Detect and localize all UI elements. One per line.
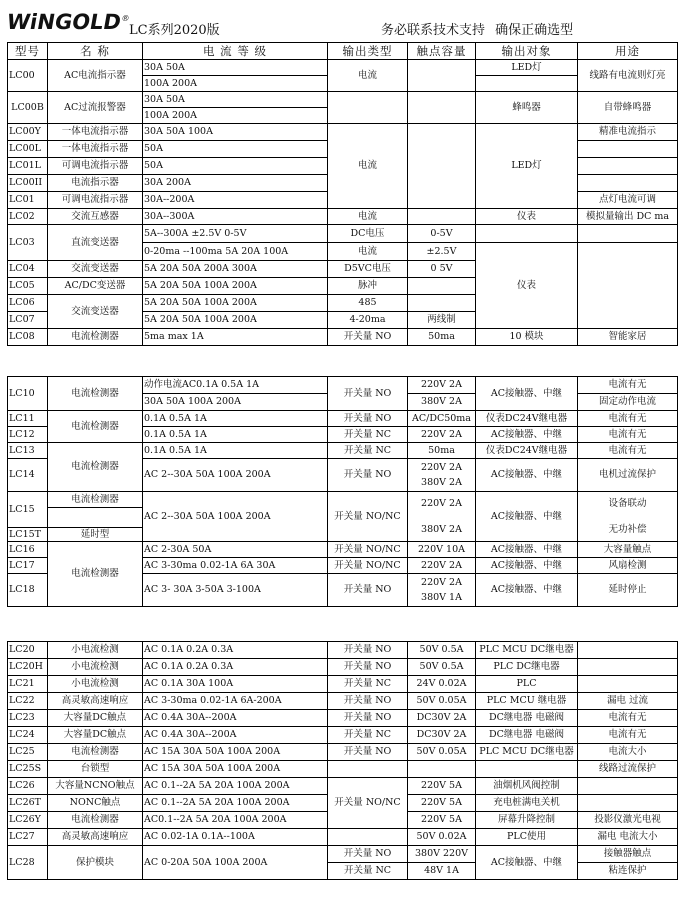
current-cell: AC 2--30A 50A 100A 200A [143,492,328,542]
model-cell: LC06 [8,295,48,312]
capacity-cell: 50V 0.5A [408,642,476,659]
model-cell: LC01L [8,158,48,175]
capacity-line: 380V 2A [421,476,462,488]
usage-cell: 粘连保护 [578,863,678,880]
target-cell: 10 模块 [476,329,578,346]
product-table-section-3 [7,641,678,880]
model-cell: LC20 [8,642,48,659]
model-cell: LC07 [8,312,48,329]
capacity-line: 380V 1A [421,591,462,603]
output-cell: 开关量 NO [328,846,408,863]
name-cell: AC电流指示器 [48,60,143,92]
target-cell: AC接触器、中继 [476,542,578,558]
usage-cell: 投影仪激光电视 [578,812,678,829]
usage-cell: 电流大小 [578,744,678,761]
usage-line: 设备联动 [608,497,647,509]
current-cell: AC 0.1A 0.2A 0.3A [143,659,328,676]
column-header: 电 流 等 级 [143,43,328,60]
table-row [8,659,678,676]
model-cell: LC00II [8,175,48,192]
name-cell: 大容量DC触点 [48,727,143,744]
target-cell: AC接触器、中继 [476,459,578,492]
target-cell: 仪表 [476,209,578,225]
usage-cell [578,175,678,192]
current-cell: 30A--300A [143,209,328,225]
current-cell: 30A--200A [143,192,328,209]
usage-cell: 线路有电流则灯亮 [578,60,678,92]
capacity-cell: 220V 10A [408,542,476,558]
capacity-cell: 220V 2A [408,427,476,443]
model-cell: LC05 [8,278,48,295]
current-cell: 30A 50A 100A 200A [143,394,328,411]
name-cell: 台锁型 [48,761,143,778]
target-cell: AC接触器、中继 [476,574,578,607]
usage-cell: 智能家居 [578,329,678,346]
target-cell: DC继电器 电磁阀 [476,727,578,744]
usage-cell: 自带蜂鸣器 [578,92,678,124]
current-cell: AC 2-30A 50A [143,542,328,558]
usage-cell: 大容量触点 [578,542,678,558]
model-cell: LC16 [8,542,48,558]
current-cell: AC 3-30ma 0.02-1A 6A 30A [143,558,328,574]
output-cell: 开关量 NC [328,443,408,459]
output-cell: 开关量 NO/NC [328,492,408,542]
current-cell: AC 0.1--2A 5A 20A 100A 200A [143,778,328,795]
current-cell: AC 0-20A 50A 100A 200A [143,846,328,880]
current-cell: 100A 200A [143,108,328,124]
current-cell: AC 15A 30A 50A 100A 200A [143,744,328,761]
current-cell: 30A 50A [143,60,328,76]
name-cell: NONC触点 [48,795,143,812]
output-cell: 开关量 NO [328,744,408,761]
target-cell: 仪表DC24V继电器 [476,411,578,427]
usage-cell: 电流有无 [578,411,678,427]
current-cell: 5A--300A ±2.5V 0-5V [143,225,328,243]
model-cell: LC28 [8,846,48,880]
current-cell: 30A 50A 100A [143,124,328,141]
name-cell: 小电流检测 [48,676,143,693]
capacity-cell: 50V 0.5A [408,659,476,676]
name-cell: 大容量DC触点 [48,710,143,727]
name-cell: AC/DC变送器 [48,278,143,295]
usage-cell: 固定动作电流 [578,394,678,411]
name-cell: 可调电流指示器 [48,158,143,175]
output-cell: 电流 [328,209,408,225]
output-cell: 开关量 NO [328,710,408,727]
name-cell: 交流变送器 [48,261,143,278]
current-cell: AC 15A 30A 50A 100A 200A [143,761,328,778]
target-cell: PLC DC继电器 [476,659,578,676]
capacity-cell [408,278,476,295]
support-slogan: 务必联系技术支持 确保正确选型 [381,23,574,38]
current-cell: AC 0.4A 30A--200A [143,727,328,744]
usage-cell: 电流有无 [578,377,678,394]
table-row [8,329,678,346]
target-cell [476,225,578,243]
product-table-section-2 [7,376,678,607]
name-cell: 电流检测器 [48,411,143,443]
name-cell: 高灵敏高速响应 [48,829,143,846]
model-cell: LC26T [8,795,48,812]
capacity-line: 220V 2A [421,461,462,473]
table-row [8,761,678,778]
capacity-cell: 380V 220V [408,846,476,863]
model-cell: LC02 [8,209,48,225]
capacity-cell: ±2.5V [408,243,476,261]
capacity-cell: 24V 0.02A [408,676,476,693]
target-cell: 屏幕升降控制 [476,812,578,829]
name-cell: 电流指示器 [48,175,143,192]
name-cell: 延时型 [48,528,143,542]
usage-cell [578,676,678,693]
capacity-cell [408,761,476,778]
table-row [8,676,678,693]
model-cell: LC21 [8,676,48,693]
capacity-cell: 0 5V [408,261,476,278]
output-cell [328,829,408,846]
current-cell: AC 3-30ma 0.02-1A 6A-200A [143,693,328,710]
target-cell: PLC MCU DC继电器 [476,744,578,761]
name-cell: 电流检测器 [48,744,143,761]
output-cell: 开关量 NO/NC [328,542,408,558]
brand-logo: WiNGOLD® [4,10,131,34]
target-cell [476,761,578,778]
name-cell: 电流检测器 [48,812,143,829]
table-header-row [8,43,678,60]
name-cell: 电流检测器 [48,492,143,508]
output-cell: 开关量 NC [328,427,408,443]
capacity-cell [408,459,476,492]
name-cell: 直流变送器 [48,225,143,261]
usage-cell [578,795,678,812]
capacity-cell [408,574,476,607]
model-cell: LC00Y [8,124,48,141]
model-cell: LC27 [8,829,48,846]
table-row [8,778,678,795]
target-cell: PLC [476,676,578,693]
model-cell: LC03 [8,225,48,261]
capacity-cell [408,92,476,124]
name-cell: 交流变送器 [48,295,143,329]
target-cell: AC接触器、中继 [476,427,578,443]
table-row [8,829,678,846]
output-cell: 开关量 NO [328,642,408,659]
capacity-cell: 50ma [408,443,476,459]
capacity-cell [408,209,476,225]
model-cell: LC12 [8,427,48,443]
model-cell: LC25S [8,761,48,778]
capacity-cell [408,295,476,312]
model-cell: LC01 [8,192,48,209]
column-header: 型号 [8,43,48,60]
target-cell: PLC MCU DC继电器 [476,642,578,659]
usage-cell: 电流有无 [578,427,678,443]
model-cell: LC20H [8,659,48,676]
current-cell: AC 0.1A 30A 100A [143,676,328,693]
current-cell: 0.1A 0.5A 1A [143,427,328,443]
model-cell: LC15T [8,528,48,542]
usage-cell: 电流有无 [578,727,678,744]
table-row [8,60,678,76]
capacity-cell: 48V 1A [408,863,476,880]
capacity-line: 380V 2A [421,523,462,535]
output-cell: 4-20ma [328,312,408,329]
table-row [8,377,678,394]
model-cell: LC26 [8,778,48,795]
capacity-cell: 220V 2A [408,377,476,394]
target-cell: AC接触器、中继 [476,377,578,411]
model-cell: LC10 [8,377,48,411]
current-cell: 0.1A 0.5A 1A [143,443,328,459]
target-cell: 蜂鸣器 [476,92,578,124]
column-header: 用途 [578,43,678,60]
current-cell: 5A 20A 50A 100A 200A [143,312,328,329]
output-cell: 开关量 NC [328,863,408,880]
table-row [8,411,678,427]
usage-cell: 模拟量输出 DC ma [578,209,678,225]
document-title: LC系列2020版 [129,23,220,38]
capacity-cell: 50V 0.02A [408,829,476,846]
output-cell: 电流 [328,243,408,261]
capacity-cell: 220V 5A [408,795,476,812]
target-cell: PLC MCU 继电器 [476,693,578,710]
target-cell: AC接触器、中继 [476,846,578,880]
table-row [8,642,678,659]
model-cell: LC00L [8,141,48,158]
usage-cell [578,225,678,243]
capacity-cell: AC/DC50ma [408,411,476,427]
usage-cell: 延时停止 [578,574,678,607]
table-row [8,846,678,863]
output-cell: 开关量 NO [328,574,408,607]
current-cell: 30A 50A [143,92,328,108]
table-row [8,209,678,225]
current-cell: AC 0.4A 30A--200A [143,710,328,727]
target-cell: 仪表DC24V继电器 [476,443,578,459]
usage-cell [578,158,678,175]
model-cell: LC14 [8,459,48,492]
column-header: 输出类型 [328,43,408,60]
output-cell: 开关量 NO [328,329,408,346]
output-cell: 脉冲 [328,278,408,295]
usage-cell: 风扇检测 [578,558,678,574]
capacity-cell: 两线制 [408,312,476,329]
column-header: 输出对象 [476,43,578,60]
current-cell: AC 0.1--2A 5A 20A 100A 200A [143,795,328,812]
capacity-cell: DC30V 2A [408,710,476,727]
current-cell: 50A [143,141,328,158]
document-header [0,0,683,42]
output-cell: 电流 [328,60,408,92]
target-cell: 充电桩满电关机 [476,795,578,812]
current-cell: 50A [143,158,328,175]
model-cell: LC17 [8,558,48,574]
output-cell: D5VC电压 [328,261,408,278]
usage-cell: 线路过流保护 [578,761,678,778]
current-cell: 0-20ma --100ma 5A 20A 100A [143,243,328,261]
column-header: 触点容量 [408,43,476,60]
usage-cell [578,659,678,676]
table-row [8,710,678,727]
column-header: 名 称 [48,43,143,60]
name-cell: 小电流检测 [48,642,143,659]
current-cell: 5A 20A 50A 100A 200A [143,295,328,312]
table-row [8,92,678,108]
capacity-cell [408,124,476,209]
name-cell: 电流检测器 [48,329,143,346]
name-cell: 可调电流指示器 [48,192,143,209]
current-cell: AC0.1--2A 5A 20A 100A 200A [143,812,328,829]
model-cell: LC04 [8,261,48,278]
target-cell: AC接触器、中继 [476,492,578,542]
model-cell: LC08 [8,329,48,346]
usage-cell [578,642,678,659]
output-cell: 开关量 NO/NC [328,558,408,574]
usage-line: 无功补偿 [608,523,647,535]
usage-cell: 漏电 电流大小 [578,829,678,846]
capacity-cell: 220V 5A [408,778,476,795]
name-cell: 电流检测器 [48,542,143,607]
name-cell: 小电流检测 [48,659,143,676]
table-row [8,124,678,141]
usage-cell: 电机过流保护 [578,459,678,492]
target-cell: 仪表 [476,243,578,329]
output-cell: 开关量 NO [328,459,408,492]
current-cell: 30A 200A [143,175,328,192]
current-cell: 0.1A 0.5A 1A [143,411,328,427]
table-row [8,225,678,243]
output-cell: 电流 [328,124,408,209]
current-cell: AC 3- 30A 3-50A 3-100A [143,574,328,607]
usage-cell [578,778,678,795]
table-row [8,443,678,459]
capacity-cell [408,492,476,542]
capacity-cell: 220V 2A [408,558,476,574]
model-cell: LC26Y [8,812,48,829]
current-cell: 5A 20A 50A 100A 200A [143,278,328,295]
capacity-cell: DC30V 2A [408,727,476,744]
name-cell: 电流检测器 [48,377,143,411]
capacity-cell: 50V 0.05A [408,693,476,710]
usage-cell: 电流有无 [578,443,678,459]
target-cell [476,76,578,92]
target-cell: DC继电器 电磁阀 [476,710,578,727]
table-row [8,542,678,558]
output-cell: 开关量 NO/NC [328,778,408,829]
output-cell [328,761,408,778]
usage-cell [578,141,678,158]
table-row [8,693,678,710]
current-cell: AC 0.02-1A 0.1A--100A [143,829,328,846]
output-cell: 开关量 NC [328,727,408,744]
capacity-cell: 380V 2A [408,394,476,411]
capacity-cell: 50V 0.05A [408,744,476,761]
output-cell: 开关量 NO [328,377,408,411]
target-cell: 油烟机风阀控制 [476,778,578,795]
current-cell: 5ma max 1A [143,329,328,346]
table-row [8,492,678,508]
current-cell: AC 2--30A 50A 100A 200A [143,459,328,492]
name-cell: 一体电流指示器 [48,124,143,141]
target-cell: LED灯 [476,124,578,209]
current-cell: 5A 20A 50A 200A 300A [143,261,328,278]
table-row [8,727,678,744]
capacity-cell: 220V 5A [408,812,476,829]
usage-cell: 漏电 过流 [578,693,678,710]
usage-cell: 精准电流指示 [578,124,678,141]
output-cell: 开关量 NO [328,693,408,710]
target-cell: PLC使用 [476,829,578,846]
usage-cell [578,492,678,542]
name-cell [48,508,143,528]
current-cell: AC 0.1A 0.2A 0.3A [143,642,328,659]
output-cell: 485 [328,295,408,312]
output-cell: DC电压 [328,225,408,243]
model-cell: LC11 [8,411,48,427]
model-cell: LC00B [8,92,48,124]
usage-cell: 接触器触点 [578,846,678,863]
name-cell: AC过流报警器 [48,92,143,124]
target-cell: AC接触器、中继 [476,558,578,574]
model-cell: LC13 [8,443,48,459]
usage-cell: 点灯电流可调 [578,192,678,209]
model-cell: LC23 [8,710,48,727]
model-cell: LC22 [8,693,48,710]
model-cell: LC25 [8,744,48,761]
output-cell [328,92,408,124]
capacity-cell [408,60,476,92]
name-cell: 电流检测器 [48,443,143,492]
target-cell: LED灯 [476,60,578,76]
output-cell: 开关量 NO [328,659,408,676]
capacity-cell: 0-5V [408,225,476,243]
name-cell: 交流互感器 [48,209,143,225]
model-cell: LC24 [8,727,48,744]
usage-cell [578,243,678,329]
current-cell: 动作电流AC0.1A 0.5A 1A [143,377,328,394]
model-cell: LC18 [8,574,48,607]
capacity-line: 220V 2A [421,576,462,588]
usage-cell: 电流有无 [578,710,678,727]
model-cell: LC15 [8,492,48,528]
product-table-section-1 [7,42,678,346]
name-cell: 大容量NCNO触点 [48,778,143,795]
current-cell: 100A 200A [143,76,328,92]
name-cell: 一体电流指示器 [48,141,143,158]
capacity-cell: 50ma [408,329,476,346]
model-cell: LC00 [8,60,48,92]
output-cell: 开关量 NC [328,676,408,693]
name-cell: 高灵敏高速响应 [48,693,143,710]
name-cell: 保护模块 [48,846,143,880]
capacity-line: 220V 2A [421,497,462,509]
output-cell: 开关量 NO [328,411,408,427]
table-row [8,744,678,761]
